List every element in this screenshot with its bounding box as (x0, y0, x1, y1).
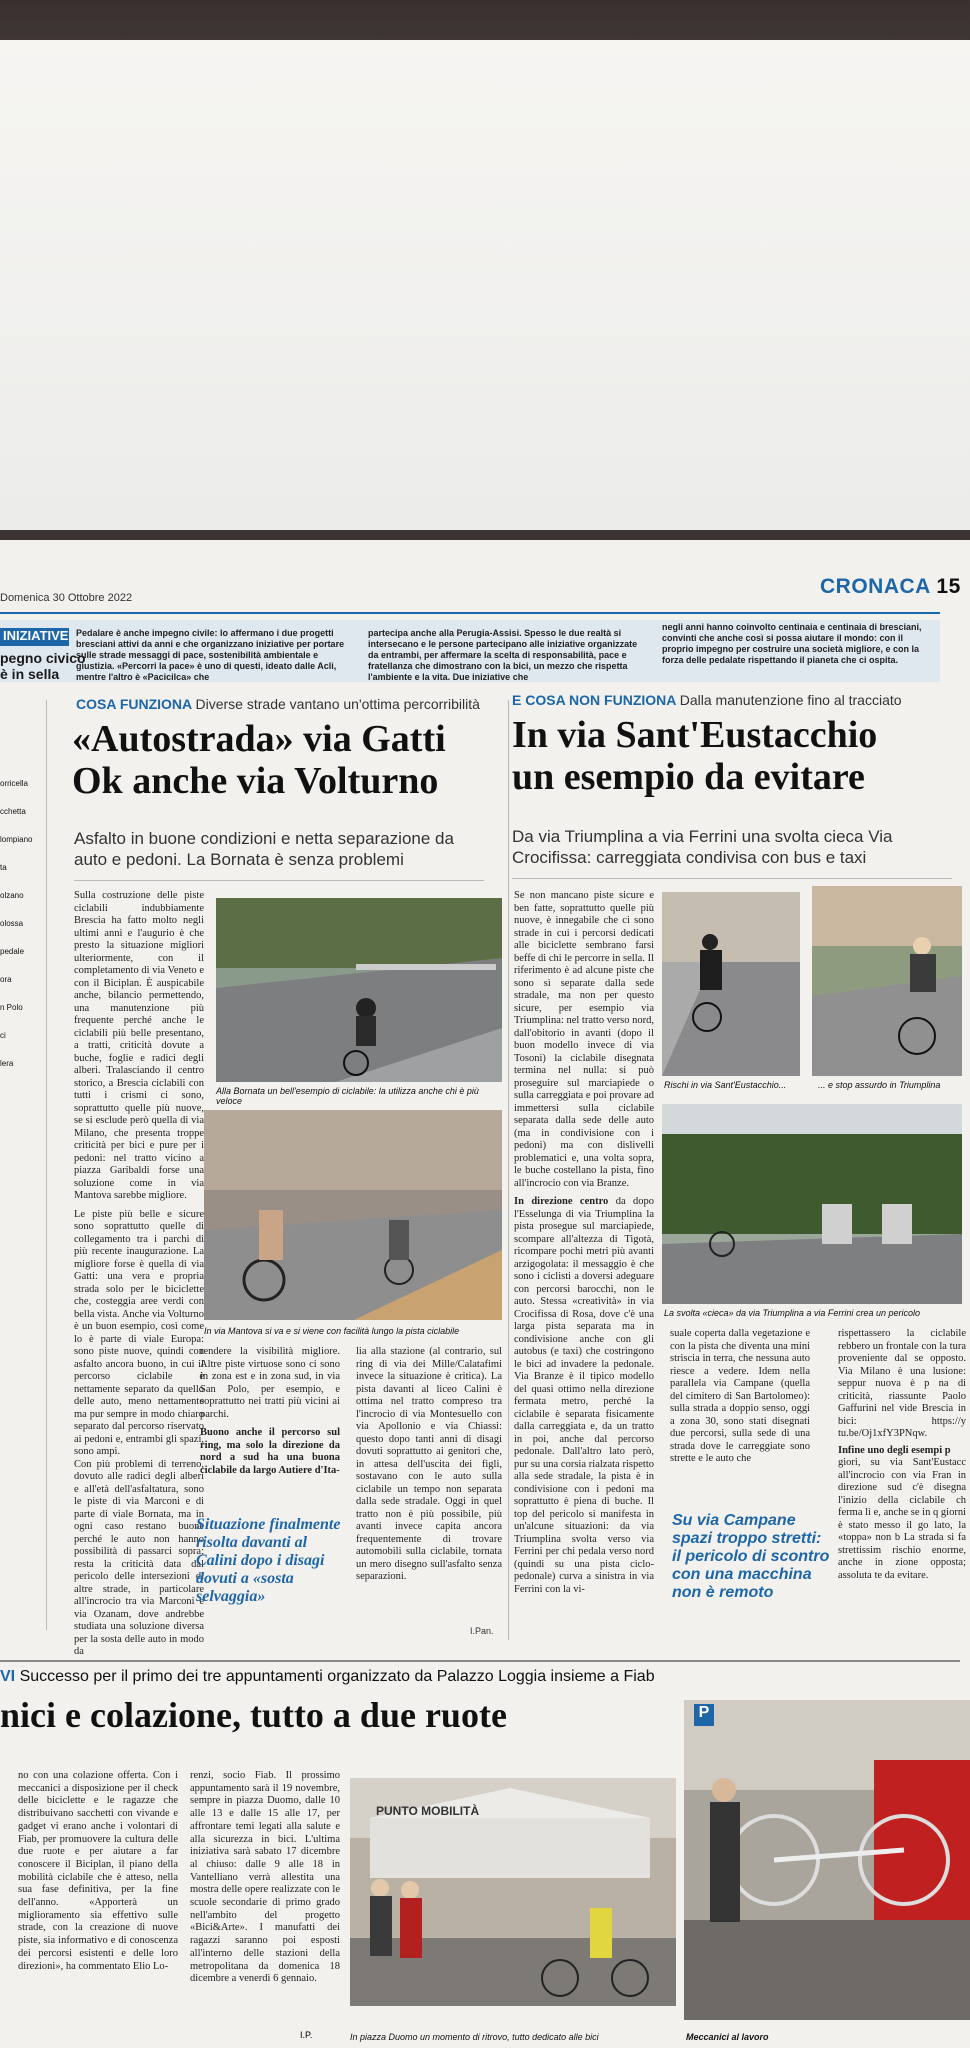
left-deck: Asfalto in buone condizioni e netta separazione da auto e pedoni. La Bornata è senza problemi (74, 829, 454, 869)
banner-subtitle-line1: pegno civico (0, 650, 86, 666)
left-signature: I.Pan. (470, 1626, 494, 1636)
right-body-col3 (838, 1328, 966, 1582)
caption-duomo-rest: tutto dedicato alle bici (512, 2032, 599, 2042)
banner-col-2: partecipa anche alla Perugia-Assisi. Spesso le due realtà si intersecano e le persone partecipano alle iniziative organizzate da entrambi, per affermare la scelta di responsabilità, pace e fratellanza che dimostrano con la bici, un mezzo che rispetta l'ambiente e la vita. Due iniziative che (368, 628, 638, 682)
caption-via-mantova (204, 1326, 504, 1336)
right-body-para4: rispettassero la ciclabile rebbero un frontale con la tura proveniente dal se opposto. Via Milano è una lusione: seppur nuova è p na di criticità, riassunte Paolo Gaffurini nel vide Brescia in bici: https://y tu.be/Oj1xfY3PNqw. (838, 1328, 966, 1439)
photo-bornata-image (216, 898, 502, 1082)
right-body-col2: suale coperta dalla vegetazione e con la pista che diventa una mini striscia in terra, che nessuna auto riesce a vedere. Idem nella parallela via Campane (quella del cimitero di San Bartolomeo): sulla strada a doppio senso, oggi a zona 30, sono stati disegnati due percorsi, sulla sede di una strada dove le carreggiate sono strette e le auto che (670, 1328, 810, 1464)
caption-svolta-rest: crea un pericolo (855, 1308, 920, 1318)
right-headline (512, 714, 877, 798)
caption-bornata-rest: chi è più veloce (216, 1086, 479, 1106)
banner-col-3: negli anni hanno coinvolto centinaia e centinaia di bresciani, convinti che anche così si possa aiutare il mondo: con il proprio impegno per costruire una società migliore, e con la forza delle pedalate rispettando il pianeta che ci ospita. (662, 622, 922, 665)
right-deck: Da via Triumplina a via Ferrini una svolta cieca Via Crocifissa: carreggiata condivisa con bus e taxi (512, 827, 893, 867)
banner-subtitle-line2: è in sella (0, 666, 60, 682)
right-kicker-label: E COSA NON FUNZIONA (512, 692, 676, 708)
folded-page-over (0, 40, 970, 530)
banner-tag: INIZIATIVE (0, 628, 69, 646)
strip-item: n Polo (0, 1003, 23, 1012)
caption-mantova-bold: In via Mantova si va e si viene con facilità (204, 1326, 370, 1336)
left-kicker-label: COSA FUNZIONA (76, 696, 192, 712)
right-headline-line1: In via Sant'Eustacchio (512, 714, 878, 756)
parking-sign: P (694, 1704, 714, 1726)
left-deck-rule (74, 880, 484, 881)
left-body-para2: Le piste più belle e sicure sono soprattutto quelle di collegamento tra i parchi di più recente inaugurazione. La migliore forse è quella di via Gatti: una vera e propria strada solo per le biciclette che, costeggia aree verdi con bella vista. Anche via Volturno è un buon esempio, così come lo è parte di viale Europa: sono piste nuove, quindi con asfalto ancora buono, in cui il percorso ciclabile è nettamente separato da quello delle auto, meno nettamente ma pur sempre in modo chiaro separato dal percorso riservato ai pedoni e, entrambi gli spazi, sono ampi. (74, 1208, 204, 1457)
bottom-kicker-text: Successo per il primo dei tre appuntamenti organizzato da Palazzo Loggia insieme a Fiab (19, 1668, 655, 1685)
left-body-col2 (200, 1346, 340, 1477)
left-body-col3: lia alla stazione (al contrario, sul ring di via dei Mille/Calatafimi invece la situazione è critica). La pista davanti al liceo Calini è ottima nel tratto compreso tra l'incrocio di via Montesuello con via Apollonio e via Chiassi: questo dopo tanti anni di disagi dovuti soprattutto ai genitori che, in attesa dell'uscita dei figli, sostavano con le auto sulla ciclabile un tempo non separata dalla sede stradale. Oggi in quel tratto non è più possibile, più avanti invece capita ancora frequentemente di trovare automobili sulla ciclabile, tornata un mero disegno sull'asfalto senza separazioni. (356, 1346, 502, 1582)
left-body-col1 (74, 890, 204, 1659)
right-kicker (512, 692, 902, 708)
right-body-para2-text: da dopo l'Esselunga di via Triumplina la pista prosegue sul marciapiede, scompare all'altezza di Tigotà, ricompare pochi metri più avanti arzigogolata: il messaggio è che sono i ciclisti a doversi adeguare con percorsi barocchi, non le auto. Stessa «creatività» in via Crocifissa di Rosa, dove c'è una larga pista separata ma in condivisione anche con gli autobus (e taxi) che costringono le bici ad invadere la pedonale. Via Branze è il tipico modello del quasi ottimo nella direzione fermata metro, perché la ciclabile è separata fisicamente dalla carreggiata e, da un tratto in poi, anche dal percorso pedonale. Dall'altro lato però, pur su una corsia rialzata rispetto alla sede stradale, la pista è in condivisione con i pedoni ma soprattutto è piena di buche. Il top del pericolo si manifesta in un'alcune situazioni: da via Triumplina svolta verso via Ferrini per chi pedala verso nord (quindi su una pista ciclo-pedonale) curva a sinistra in via Ferrini con la vi- (514, 1196, 654, 1595)
strip-item: ci (0, 1031, 6, 1040)
photo-sant-eustacchio-image (662, 892, 800, 1076)
caption-svolta-cieca (664, 1308, 964, 1318)
left-kicker-rest: Diverse strade vantano un'ottima percorribilità (195, 696, 480, 712)
strip-item: olossa (0, 919, 24, 928)
right-kicker-rest: Dalla manutenzione fino al tracciato (679, 692, 902, 708)
section-label: CRONACA (820, 575, 931, 598)
left-body-para4: rendere la visibilità migliore. Altre piste virtuose sono ci sono in zona est e in zona sud, in via San Polo, per esempio, e soprattutto nei tratti più vicini ai parchi. (200, 1346, 340, 1420)
section-title (820, 575, 961, 599)
strip-item: cchetta (0, 807, 26, 816)
bottom-body-col1: no con una colazione offerta. Con i meccanici a disposizione per il check delle biciclette e le ragazze che distribuivano sacchetti con vivande e gadget vi erano anche i volontari di Fiab, per promuovere la cultura delle due ruote e per aiutare a far conoscere il Biciplan, il piano della mobilità ciclabile che è atteso, nella sua fase definitiva, per la fine dell'anno. «Apporterà un miglioramento sia effettivo sulle strade, con la creazione di nuove piste, sia informativo e di conoscenza dei percorsi esistenti e delle loro direzioni», ha commentato Elio Lo- (18, 1770, 178, 1972)
banner-subtitle (0, 650, 86, 682)
photo-via-mantova (204, 1110, 502, 1320)
caption-tr-bold: ... e stop assurdo (818, 1080, 888, 1090)
photo-bornata-cyclist (216, 898, 502, 1082)
photo-meccanici-image (684, 1700, 970, 2020)
bottom-rule (0, 1660, 960, 1662)
caption-mantova-rest: lungo la pista ciclabile (371, 1326, 460, 1336)
left-body-subhead: Buono anche il percorso sul ring, ma solo la direzione da nord a sud ha una buona ciclabile da largo Autiere d'Ita- (200, 1427, 340, 1476)
right-body-col1 (514, 890, 654, 1596)
caption-svolta-bold: La svolta «cieca» da via Triumplina a via Ferrini (664, 1308, 854, 1318)
photo-triumplina-stop (812, 886, 962, 1076)
left-margin-strip (0, 770, 42, 1078)
right-pull-quote: Su via Campane spazi troppo stretti: il pericolo di scontro con una macchina non è remoto (672, 1512, 830, 1601)
caption-triumplina (818, 1080, 940, 1090)
left-pull-quote: Situazione finalmente risolta davanti al Calini dopo i disagi dovuti a «sosta selvaggia» (196, 1516, 341, 1605)
caption-duomo-bold: In piazza Duomo un momento di ritrovo, (350, 2032, 510, 2042)
strip-item: orricella (0, 779, 29, 788)
strip-item: olzano (0, 891, 24, 900)
photo-sant-eustacchio (662, 892, 800, 1076)
caption-tr-rest: in Triumplina (889, 1080, 941, 1090)
left-body-para3: Con più problemi di terreno, dovuto alle radici degli alberi e all'età dell'asfaltatura, sono le piste di via Marconi e di parte di viale Bornata, ma in ogni caso restano buone perché le auto non hanno possibilità di passarci sopra; resta la criticità data dal pericolo delle intersezioni di altre strade, in particolare all'incrocio tra via Marconi e via Ozanam, dove andrebbe studiata una soluzione diversa per la sosta delle auto in modo da (74, 1458, 204, 1657)
strip-item: ta (0, 863, 7, 872)
caption-bornata-bold: Alla Bornata un bell'esempio di ciclabile: la utilizza anche (216, 1086, 443, 1096)
caption-bornata (216, 1086, 506, 1106)
page-date: Domenica 30 Ottobre 2022 (0, 592, 133, 604)
photo-meccanici (684, 1700, 970, 2020)
left-kicker (76, 696, 480, 712)
left-headline-line1: «Autostrada» via Gatti (72, 718, 446, 760)
strip-item: lera (0, 1059, 14, 1068)
strip-item: ora (0, 975, 12, 984)
banner-col-1: Pedalare è anche impegno civile: lo affermano i due progetti bresciani attivi da anni e che organizzano iniziative per portare sulle strade messaggi di pace, sostenibilità ambientale e giustizia. «Percorri la pace» è uno di questi, ideato dalle Acli, mentre l'altro è «Pacicilca» che (76, 628, 345, 682)
center-column-divider (508, 700, 509, 1640)
caption-se-rest: Sant'Eustacchio... (714, 1080, 787, 1090)
bottom-body-col2: renzi, socio Fiab. Il prossimo appuntamento sarà il 19 novembre, sempre in piazza Duomo, dalle 10 alle 13 e dalle 15 alle 17, per affrontare temi legati alla salute e alla sicurezza in bici. L'ultima iniziativa sarà sabato 17 dicembre al chiuso: dalle 9 alle 18 in Vantelliano verrà allestita una mostra delle opere realizzate con le scuole secondarie di primo grado nell'ambito del progetto «Bici&Arte». I manufatti dei ragazzi saranno poi esposti all'interno delle stazioni della metropolitana da domenica 18 dicembre a venerdì 6 gennaio. (190, 1770, 340, 1985)
right-headline-line2: un esempio da evitare (512, 756, 865, 798)
strip-item: lompiano (0, 835, 33, 844)
left-headline-line2: Ok anche via Volturno (72, 760, 439, 802)
caption-meccanici: Meccanici al lavoro (686, 2032, 769, 2042)
photo-via-mantova-image (204, 1110, 502, 1320)
right-body-para2 (514, 1196, 654, 1596)
strip-item: pedale (0, 947, 25, 956)
column-divider (46, 700, 47, 1630)
photo-sign-punto-mobilita: PUNTO MOBILITÀ (376, 1804, 480, 1818)
bottom-headline: nici e colazione, tutto a due ruote (0, 1695, 507, 1735)
left-body-para1: Sulla costruzione delle piste ciclabili indubbiamente Brescia ha fatto molto negli ultimi anni e l'augurio è che presto la situazione migliori ulteriormente, con il completamento di via Veneto e con il Biciplan. È auspicabile anche, bilancio permettendo, una manutenzione più frequente perché anche le ciclabili più belle presentano, a tratti, criticità dovute a buche, foglie e radici degli alberi. Tralasciando il centro storico, a Brescia ciclabili con tutti i crismi ci sono, soprattutto quelle più nuove, se si esclude però quella di via Milano, che presenta troppe criticità per bici e pure per i pedoni: nel tratto vicino a piazza Garibaldi forse una soluzione come in via Mantova sarebbe migliore. (74, 890, 204, 1201)
right-body-para1: Se non mancano piste sicure e ben fatte, soprattutto quelle più nuove, è innegabile che ci sono strade in cui i percorsi dedicati alle biciclette sembrano farsi beffe di chi le percorre in sella. Il riferimento è ad alcune piste che sono sì separate dalla sede stradale, ma non per questo sicure, per esempio via Triumplina: nel tratto verso nord, dall'obitorio in avanti (dopo il buon modello invece di via Tosoni) la ciclabile disegnata termina nel nulla: si può proseguire sul marciapiede o sulla carreggiata e poi provare ad immettersi sulla ciclabile separata dalla sede delle auto (ma in condivisione con i pedoni) ma con dislivelli problematici e, una volta sopra, le buche costellano la pista, fino all'incrocio con via Branze. (514, 890, 654, 1189)
bottom-signature: I.P. (300, 2030, 313, 2040)
photo-svolta-image (662, 1104, 962, 1304)
right-body-subhead2: Infine uno degli esempi p (838, 1444, 951, 1456)
caption-piazza-duomo (350, 2032, 680, 2042)
right-deck-rule (512, 878, 952, 879)
right-body-para5: giori, su via Sant'Eustacc all'incrocio con via Fran in direzione sud c'è disegna l'inizio della ciclabile ch ferma lì e, anche se in q giorni è stato messo il go lato, la «toppa» non b La strada si fa strettissim rischio enorme, anche in zione opposta; assoluta te da evitare. (838, 1457, 966, 1581)
bottom-kicker (0, 1668, 655, 1686)
page-number: 15 (936, 575, 961, 598)
photo-triumplina-image (812, 886, 962, 1076)
header-rule (0, 612, 940, 614)
photo-svolta-cieca (662, 1104, 962, 1304)
bottom-kicker-tag: VI (0, 1668, 16, 1685)
right-body-subhead: In direzione centro (514, 1196, 609, 1207)
caption-se-bold: Rischi in via (664, 1080, 713, 1090)
left-headline (72, 718, 446, 802)
caption-sant-eustacchio (664, 1080, 786, 1090)
